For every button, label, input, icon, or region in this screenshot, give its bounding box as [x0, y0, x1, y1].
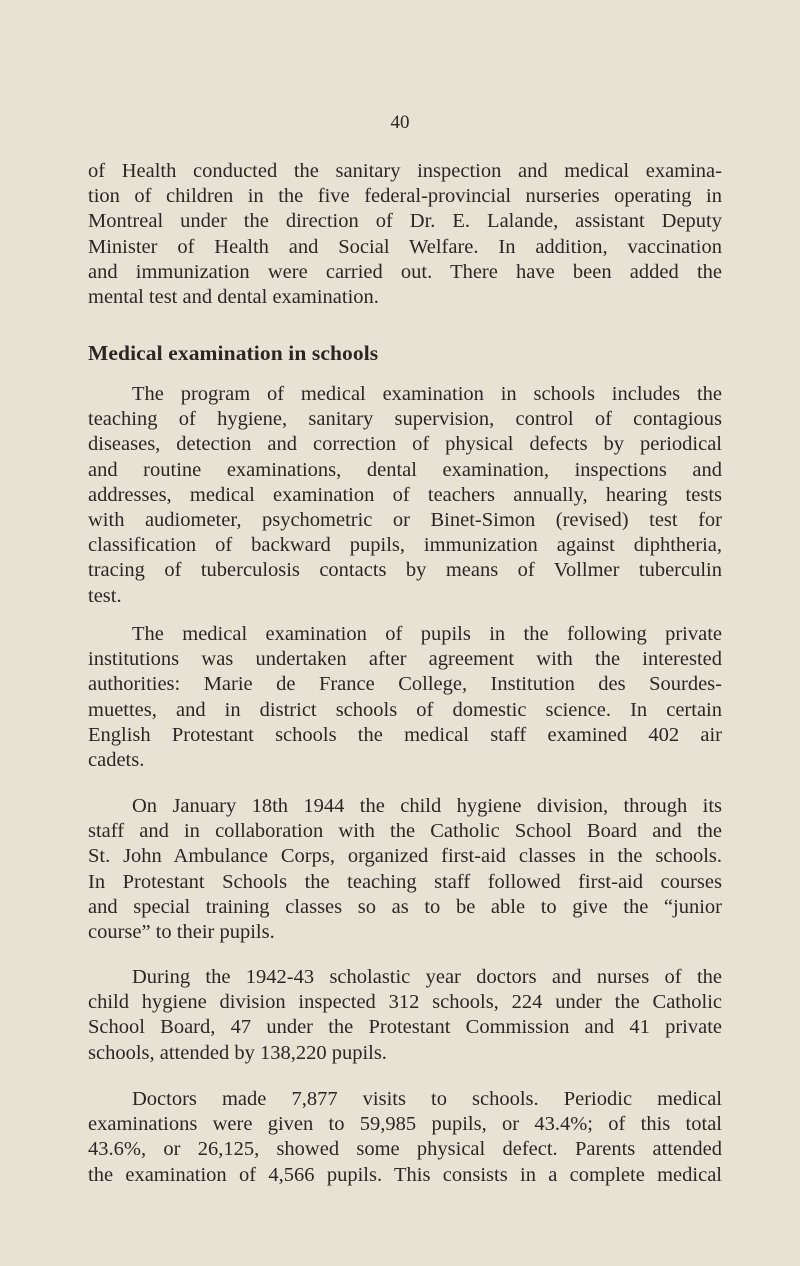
- text-line: Doctors made 7,877 visits to schools. Periodic medical: [132, 1088, 722, 1110]
- text-line: cadets.: [88, 748, 145, 771]
- text-line: In Protestant Schools the teaching staff followed first-aid courses: [88, 870, 722, 893]
- text-line: School Board, 47 under the Protestant Commission and 41 private: [88, 1016, 722, 1039]
- text-line: course” to their pupils.: [88, 920, 275, 943]
- text-line: teaching of hygiene, sanitary supervision, control of contagious: [88, 408, 722, 431]
- text-line: schools, attended by 138,220 pupils.: [88, 1041, 387, 1064]
- text-line: institutions was undertaken after agreement with the interested: [88, 648, 722, 671]
- paragraph: [88, 965, 722, 1066]
- text-line: classification of backward pupils, immunization against diphtheria,: [88, 534, 722, 557]
- paragraph: [88, 382, 722, 609]
- text-line: tracing of tuberculosis contacts by means of Vollmer tuberculin: [88, 559, 722, 582]
- paragraph: [88, 794, 722, 945]
- text-line: addresses, medical examination of teachers annually, hearing tests: [88, 483, 722, 506]
- text-line: the examination of 4,566 pupils. This consists in a complete medical: [88, 1163, 722, 1186]
- paragraph: [88, 1087, 722, 1188]
- text-line: examinations were given to 59,985 pupils, or 43.4%; of this total: [88, 1113, 722, 1136]
- text-line: During the 1942-43 scholastic year doctors and nurses of the: [132, 966, 722, 988]
- text-line: diseases, detection and correction of physical defects by periodical: [88, 433, 722, 456]
- text-line: muettes, and in district schools of domestic science. In certain: [88, 698, 722, 721]
- paragraph: [88, 622, 722, 773]
- text-line: staff and in collaboration with the Catholic School Board and the: [88, 820, 722, 843]
- text-line: with audiometer, psychometric or Binet-Simon (revised) test for: [88, 508, 722, 531]
- text-line: The medical examination of pupils in the following private: [132, 623, 722, 645]
- page-number: 40: [390, 112, 410, 133]
- text-line: English Protestant schools the medical staff examined 402 air: [88, 723, 722, 746]
- text-line: test.: [88, 584, 122, 607]
- text-line: and routine examinations, dental examination, inspections and: [88, 458, 722, 481]
- text-line: authorities: Marie de France College, Institution des Sourdes-: [88, 673, 722, 696]
- text-line: Montreal under the direction of Dr. E. Lalande, assistant Deputy: [88, 210, 722, 233]
- text-line: child hygiene division inspected 312 schools, 224 under the Catholic: [88, 991, 722, 1014]
- text-line: Minister of Health and Social Welfare. In addition, vaccination: [88, 235, 722, 258]
- text-line: On January 18th 1944 the child hygiene division, through its: [132, 795, 722, 817]
- text-line: and immunization were carried out. There have been added the: [88, 260, 722, 283]
- section-heading: Medical examination in schools: [88, 341, 379, 365]
- text-line: The program of medical examination in schools includes the: [132, 383, 722, 405]
- text-line: St. John Ambulance Corps, organized first-aid classes in the schools.: [88, 845, 722, 868]
- text-line: 43.6%, or 26,125, showed some physical defect. Parents attended: [88, 1138, 722, 1161]
- text-line: of Health conducted the sanitary inspection and medical examina-: [88, 160, 722, 182]
- paragraph: [88, 159, 722, 310]
- text-line: mental test and dental examination.: [88, 285, 379, 308]
- text-line: tion of children in the five federal-provincial nurseries operating in: [88, 185, 722, 208]
- text-line: and special training classes so as to be able to give the “junior: [88, 895, 722, 918]
